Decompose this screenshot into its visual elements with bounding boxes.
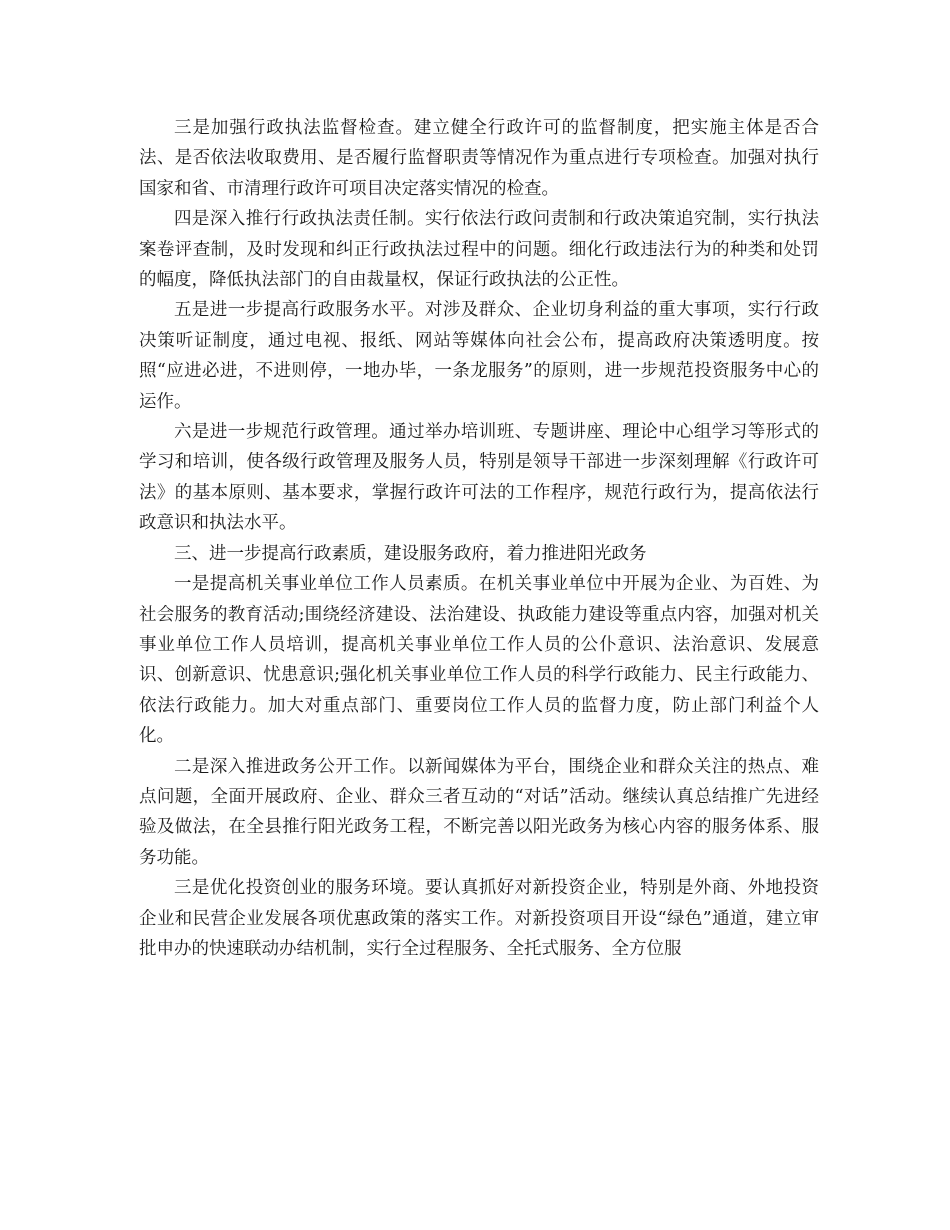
paragraph-7: 三是优化投资创业的服务环境。要认真抓好对新投资企业，特别是外商、外地投资企业和民营企业发展各项优惠政策的落实工作。对新投资项目开设“绿色”通道，建立审批申办的快速联动办结机制，实行全过程服务、全托式服务、全方位服 (139, 878, 819, 959)
paragraph-2: 四是深入推行行政执法责任制。实行依法行政问责制和行政决策追究制，实行执法案卷评查制，及时发现和纠正行政执法过程中的问题。细化行政违法行为的种类和处罚的幅度，降低执法部门的自由裁量权，保证行政执法的公正性。 (139, 209, 819, 291)
section-heading: 三、进一步提高行政素质，建设服务政府，着力推进阳光政务 (174, 543, 647, 564)
paragraph-3: 五是进一步提高行政服务水平。对涉及群众、企业切身利益的重大事项，实行行政决策听证制度，通过电视、报纸、网站等媒体向社会公布，提高政府决策透明度。按照“应进必进，不进则停，一地办毕，一条龙服务”的原则，进一步规范投资服务中心的运作。 (139, 300, 819, 412)
paragraph-4: 六是进一步规范行政管理。通过举办培训班、专题讲座、理论中心组学习等形式的学习和培训，使各级行政管理及服务人员，特别是领导干部进一步深刻理解《行政许可法》的基本原则、基本要求，掌握行政许可法的工作程序，规范行政行为，提高依法行政意识和执法水平。 (139, 422, 819, 534)
paragraph-6: 二是深入推进政务公开工作。以新闻媒体为平台，围绕企业和群众关注的热点、难点问题，全面开展政府、企业、群众三者互动的“对话”活动。继续认真总结推广先进经验及做法，在全县推行阳光政务工程，不断完善以阳光政务为核心内容的服务体系、服务功能。 (139, 756, 819, 868)
document-body (139, 113, 819, 964)
paragraph-5: 一是提高机关事业单位工作人员素质。在机关事业单位中开展为企业、为百姓、为社会服务的教育活动;围绕经济建设、法治建设、执政能力建设等重点内容，加强对机关事业单位工作人员培训，提高机关事业单位工作人员的公仆意识、法治意识、发展意识、创新意识、忧患意识;强化机关事业单位工作人员的科学行政能力、民主行政能力、依法行政能力。加大对重点部门、重要岗位工作人员的监督力度，防止部门利益个人化。 (139, 574, 819, 747)
paragraph-1: 三是加强行政执法监督检查。建立健全行政许可的监督制度，把实施主体是否合法、是否依法收取费用、是否履行监督职责等情况作为重点进行专项检查。加强对执行国家和省、市清理行政许可项目决定落实情况的检查。 (139, 118, 819, 199)
